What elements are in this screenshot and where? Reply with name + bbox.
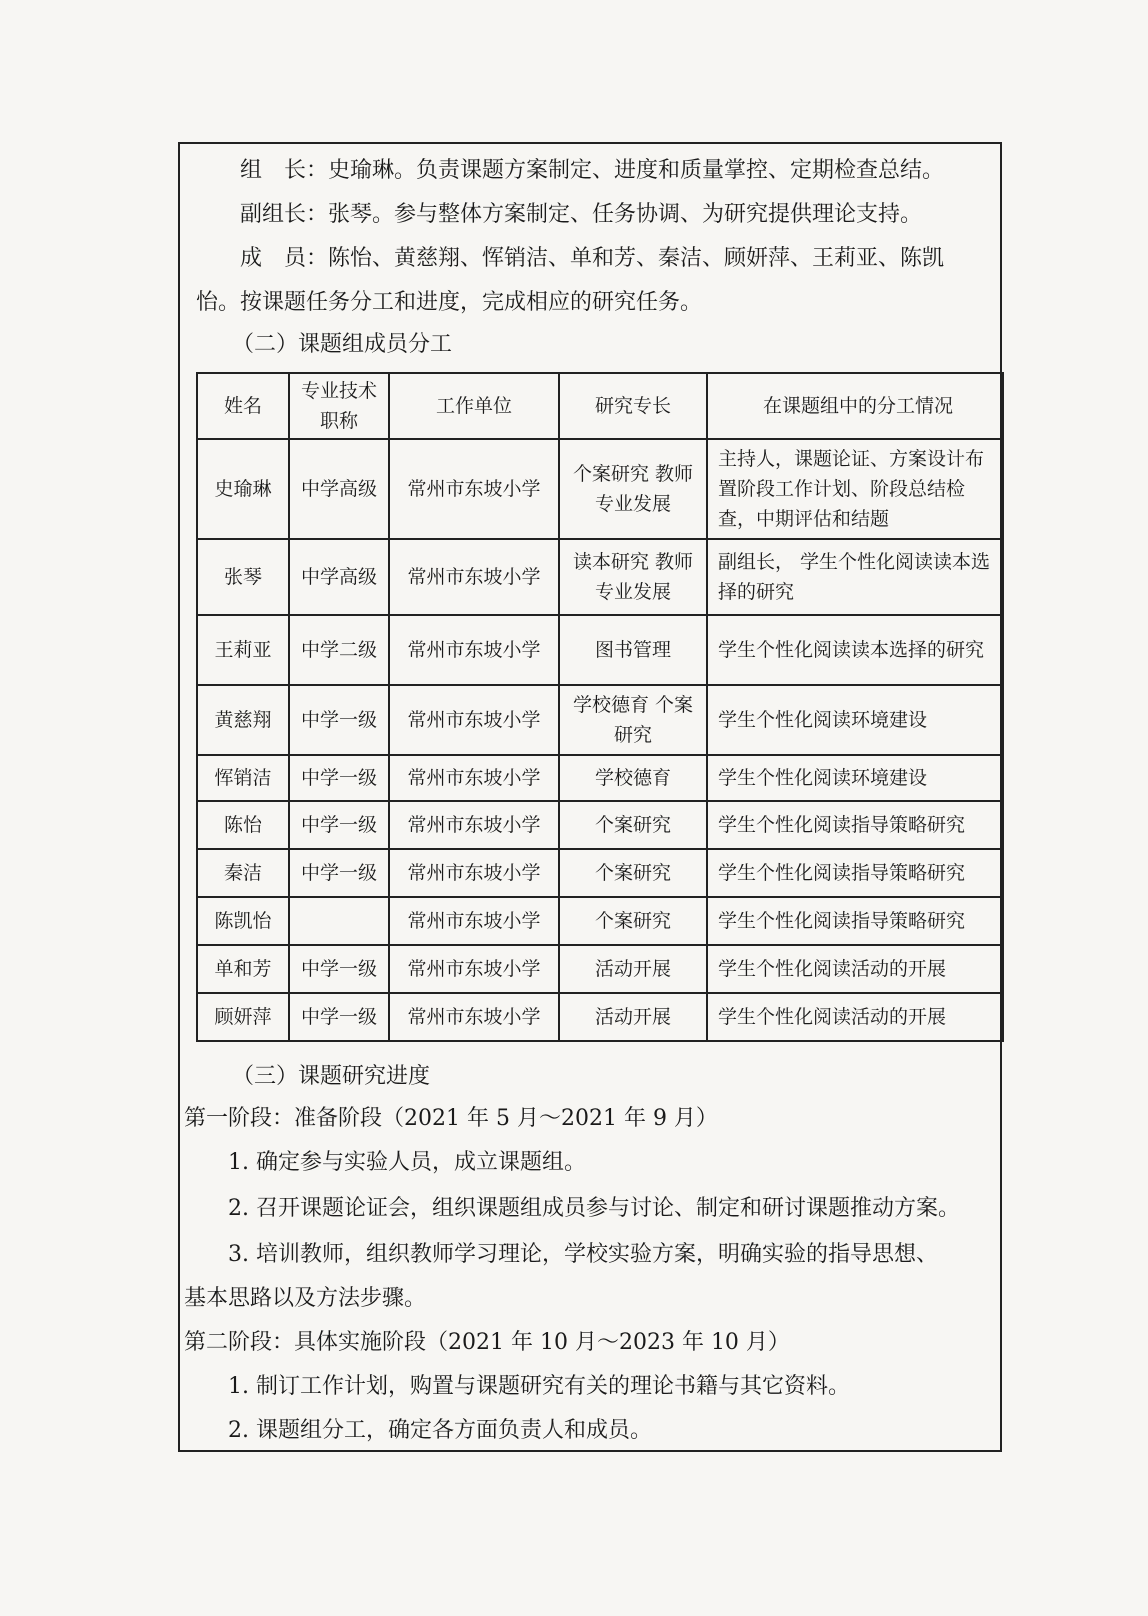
stage-1-item-3-line-1: 3. 培训教师，组织教师学习理论，学校实验方案，明确实验的指导思想、 <box>228 1242 938 1267</box>
cell-title: 中学一级 <box>289 849 389 897</box>
cell-duty: 学生个性化阅读活动的开展 <box>707 945 1003 993</box>
cell-name: 秦洁 <box>197 849 289 897</box>
cell-name: 史瑜琳 <box>197 439 289 539</box>
stage-2-title: 第二阶段：具体实施阶段（2021 年 10 月～2023 年 10 月） <box>184 1330 790 1355</box>
cell-specialty: 个案研究 <box>559 897 707 945</box>
section-2-title: （二）课题组成员分工 <box>232 332 453 357</box>
cell-unit: 常州市东坡小学 <box>389 755 559 801</box>
cell-specialty: 学校德育 <box>559 755 707 801</box>
stage-1-title: 第一阶段：准备阶段（2021 年 5 月～2021 年 9 月） <box>184 1106 718 1131</box>
cell-duty: 副组长， 学生个性化阅读读本选择的研究 <box>707 539 1003 615</box>
cell-name: 陈凯怡 <box>197 897 289 945</box>
cell-specialty: 活动开展 <box>559 993 707 1041</box>
table-row <box>197 945 1003 993</box>
header-unit: 工作单位 <box>389 373 559 439</box>
cell-name: 王莉亚 <box>197 615 289 685</box>
table-row <box>197 755 1003 801</box>
cell-specialty: 个案研究 教师专业发展 <box>559 439 707 539</box>
cell-duty: 学生个性化阅读环境建设 <box>707 685 1003 755</box>
stage-1-item-2: 2. 召开课题论证会，组织课题组成员参与讨论、制定和研讨课题推动方案。 <box>228 1196 960 1221</box>
cell-title: 中学一级 <box>289 945 389 993</box>
cell-unit: 常州市东坡小学 <box>389 539 559 615</box>
cell-name: 恽销洁 <box>197 755 289 801</box>
cell-title: 中学一级 <box>289 993 389 1041</box>
header-title: 专业技术职称 <box>289 373 389 439</box>
table-header-row <box>197 373 1003 439</box>
table-row <box>197 615 1003 685</box>
cell-title: 中学高级 <box>289 539 389 615</box>
cell-name: 顾妍萍 <box>197 993 289 1041</box>
cell-duty: 学生个性化阅读指导策略研究 <box>707 849 1003 897</box>
cell-title: 中学高级 <box>289 439 389 539</box>
cell-duty: 学生个性化阅读指导策略研究 <box>707 897 1003 945</box>
stage-1-item-3-line-2: 基本思路以及方法步骤。 <box>184 1286 427 1311</box>
cell-duty: 学生个性化阅读读本选择的研究 <box>707 615 1003 685</box>
cell-name: 陈怡 <box>197 801 289 849</box>
header-name: 姓名 <box>197 373 289 439</box>
stage-2-item-2: 2. 课题组分工，确定各方面负责人和成员。 <box>228 1418 652 1443</box>
cell-title: 中学一级 <box>289 801 389 849</box>
table-row <box>197 539 1003 615</box>
leader-line: 组 长：史瑜琳。负责课题方案制定、进度和质量掌控、定期检查总结。 <box>240 158 945 183</box>
table-row <box>197 897 1003 945</box>
cell-unit: 常州市东坡小学 <box>389 439 559 539</box>
table-row <box>197 801 1003 849</box>
cell-unit: 常州市东坡小学 <box>389 615 559 685</box>
cell-specialty: 读本研究 教师专业发展 <box>559 539 707 615</box>
table-row <box>197 993 1003 1041</box>
table-row <box>197 685 1003 755</box>
members-line-2: 怡。按课题任务分工和进度，完成相应的研究任务。 <box>196 290 703 315</box>
cell-unit: 常州市东坡小学 <box>389 685 559 755</box>
cell-specialty: 个案研究 <box>559 801 707 849</box>
cell-title: 中学一级 <box>289 755 389 801</box>
cell-unit: 常州市东坡小学 <box>389 897 559 945</box>
cell-duty: 主持人，课题论证、方案设计布置阶段工作计划、阶段总结检查，中期评估和结题 <box>707 439 1003 539</box>
cell-name: 张琴 <box>197 539 289 615</box>
deputy-line: 副组长：张琴。参与整体方案制定、任务协调、为研究提供理论支持。 <box>240 202 923 227</box>
cell-specialty: 活动开展 <box>559 945 707 993</box>
cell-unit: 常州市东坡小学 <box>389 849 559 897</box>
section-3-title: （三）课题研究进度 <box>232 1064 431 1089</box>
cell-unit: 常州市东坡小学 <box>389 801 559 849</box>
members-line-1: 成 员：陈怡、黄慈翔、恽销洁、单和芳、秦洁、顾妍萍、王莉亚、陈凯 <box>240 246 945 271</box>
cell-specialty: 学校德育 个案研究 <box>559 685 707 755</box>
cell-title <box>289 897 389 945</box>
cell-title: 中学二级 <box>289 615 389 685</box>
cell-duty: 学生个性化阅读指导策略研究 <box>707 801 1003 849</box>
cell-name: 黄慈翔 <box>197 685 289 755</box>
cell-title: 中学一级 <box>289 685 389 755</box>
cell-name: 单和芳 <box>197 945 289 993</box>
stage-1-item-1: 1. 确定参与实验人员，成立课题组。 <box>228 1150 586 1175</box>
cell-specialty: 图书管理 <box>559 615 707 685</box>
header-specialty: 研究专长 <box>559 373 707 439</box>
table-row <box>197 439 1003 539</box>
cell-specialty: 个案研究 <box>559 849 707 897</box>
table-row <box>197 849 1003 897</box>
cell-unit: 常州市东坡小学 <box>389 993 559 1041</box>
cell-unit: 常州市东坡小学 <box>389 945 559 993</box>
cell-duty: 学生个性化阅读活动的开展 <box>707 993 1003 1041</box>
header-duty: 在课题组中的分工情况 <box>707 373 1003 439</box>
cell-duty: 学生个性化阅读环境建设 <box>707 755 1003 801</box>
stage-2-item-1: 1. 制订工作计划，购置与课题研究有关的理论书籍与其它资料。 <box>228 1374 850 1399</box>
member-table <box>196 372 1004 1042</box>
